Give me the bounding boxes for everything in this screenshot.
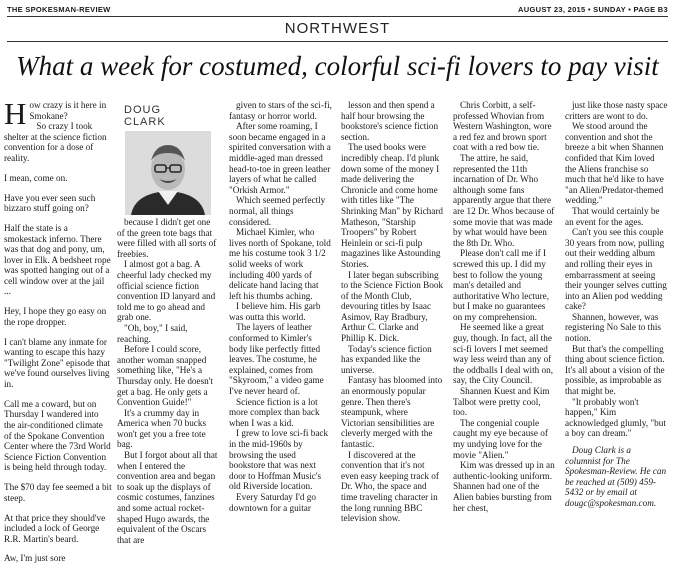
columnist-photo (125, 131, 211, 215)
column-4 (341, 100, 444, 524)
paragraph: Please don't call me if I screwed this up. I did my best to follow the young man's detailed and authoritative Who lecture, but I make no guarantees on my comprehension. (453, 248, 550, 322)
paragraph: I believe him. His garb was outta this world. (229, 301, 321, 322)
column-6-body (565, 100, 668, 439)
headline: What a week for costumed, colorful sci-fi lovers to pay visit (16, 51, 659, 81)
paragraph: Science fiction is a lot more complex than back when I was a kid. (229, 396, 320, 428)
paragraph: At that price they should've included a lock of George R.R. Martin's beard. (4, 512, 106, 544)
column-6 (565, 100, 668, 518)
column-5 (453, 100, 556, 518)
page-header (7, 2, 668, 16)
paragraph: But I forgot about all that when I entered the convention area and began to soak up the displays of cosmic costumes, fanzines and some actual rocket-shaped Hugo awards, the equivalent of the Oscars that are (117, 450, 218, 545)
drop-cap: H (4, 96, 27, 131)
paragraph: "It probably won't happen," Kim acknowledged glumly, "but a boy can dream." (565, 396, 666, 439)
paragraph: The congenial couple caught my eye because of my undying love for the movie "Alien." (453, 417, 548, 460)
paragraph: But that's the compelling thing about science fiction. It's all about a vision of the possible, as improbable as that might be. (565, 343, 665, 397)
lead-paragraph (4, 96, 112, 164)
newspaper-name: THE SPOKESMAN-REVIEW (7, 5, 111, 14)
paragraph: The used books were incredibly cheap. I'd plunk down some of the money I made delivering the Chronicle and come home with titles like "The Shrinking Man" by Richard Matheson, "Starship Troopers" by Robert Heinlein or sci-fi pulp magazines like Astounding Stories. (341, 142, 443, 269)
column-3 (229, 100, 332, 518)
paragraph: Can't you see this couple 30 years from now, pulling out their wedding album and rolling their eyes in embarrassment at seeing their younger selves cutting into an Alien pod wedding cake? (565, 227, 667, 312)
paragraph: Hey, I hope they go easy on the rope dropper. (4, 306, 107, 327)
paragraph: That would certainly be an event for the ages. (565, 205, 660, 227)
paragraph: I can't blame any inmate for wanting to escape this hazy "Twilight Zone" episode that we've found ourselves living in. (4, 336, 111, 389)
paragraph: We stood around the convention and shot the breeze a bit when Shannen confided that Kim loved the Aliens franchise so much that he'd like to have "an Alien/Predator-themed wedding." (565, 121, 664, 206)
paragraph: The layers of leather conformed to Kimler's body like perfectly fitted leaves. The costume, he explained, comes from "Skyroom," a video game I've never heard of. (229, 322, 324, 397)
paragraph: Call me a coward, but on Thursday I wandered into the air-conditioned climate of the Spokane Convention Center where the 73rd World Science Fiction Convention is being held through today. (4, 398, 111, 473)
date-page-label: AUGUST 23, 2015 • SUNDAY • PAGE B3 (518, 5, 668, 14)
paragraph: I discovered at the convention that it's not even easy keeping track of Dr. Who, the space and time traveling character in the long running BBC television show. (341, 449, 439, 524)
paragraph: I later began subscribing to the Science Fiction Book of the Month Club, devouring titles by Isaac Asimov, Ray Bradbury, Arthur C. Clarke and Phillip K. Dick. (341, 269, 444, 344)
author-tagline: Doug Clark is a columnist for The Spokesman-Review. He can be reached at (509) 459-5432 or by email at dougc@spokesman.com. (565, 445, 667, 508)
paragraph: Michael Kimler, who lives north of Spokane, told me his costume took 3 1/2 solid weeks of work including 400 yards of delicate hand lacing that left his thumbs aching. (229, 227, 331, 301)
paragraph: He seemed like a great guy, though. In fact, all the sci-fi lovers I met seemed way less weird than any of the oddballs I deal with on, say, the City Council. (453, 322, 554, 386)
paragraph: Today's science fiction has expanded like the universe. (341, 343, 432, 375)
paragraph: I mean, come on. (4, 172, 68, 183)
column-1-body (4, 173, 112, 564)
paragraph: Have you ever seen such bizzaro stuff going on? (4, 192, 96, 214)
paragraph: The $70 day fee seemed a bit steep. (4, 482, 112, 503)
lead-text: ow crazy is it here in Smokane? (29, 100, 107, 121)
byline-first: DOUG (124, 104, 161, 116)
column-2 (117, 217, 220, 545)
paragraph: Aw, I'm just sore (4, 553, 66, 564)
byline (124, 104, 166, 128)
paragraph: Every Saturday I'd go downtown for a guitar (229, 491, 316, 513)
paragraph: just like those nasty space critters are wont to do. (565, 100, 668, 121)
paragraph: Shannen, however, was registering No Sale to this notion. (565, 311, 661, 344)
paragraph: Half the state is a smokestack inferno. There was that dog and pony, um, lover in Elk. A bedsheet rope was spotted hanging out of a cell window over at the jail ... (4, 222, 111, 297)
paragraph: "Oh, boy," I said, reaching. (117, 322, 188, 344)
paragraph: After some roaming, I soon became engaged in a spirited conversation with a middle-aged man dressed head-to-toe in green leather layers of what he called "Orkish Armor." (229, 121, 331, 195)
lead-text-2: So crazy I took shelter at the science fiction convention for a dose of reality. (4, 121, 107, 163)
paragraph: Shannen Kuest and Kim Talbot were pretty cool, too. (453, 386, 550, 418)
byline-last: CLARK (124, 116, 166, 128)
paragraph: I grew to love sci-fi back in the mid-1960s by browsing the used bookstore that was next door to Hoffman Music's old Riverside location. (229, 428, 329, 492)
columnist-portrait-icon (125, 131, 211, 215)
paragraph: Fantasy has bloomed into an enormously popular genre. Then there's steampunk, where Victorian sensibilities are cleverly merged with the fantastic. (341, 375, 443, 449)
section-title: NORTHWEST (284, 20, 391, 37)
paragraph: Chris Corbitt, a self-professed Whovian from Western Washington, wore a red fez and brown sport coat with a red bow tie. (453, 100, 552, 153)
paragraph: It's a crummy day in America when 70 bucks won't get you a free tote bag. (117, 407, 207, 450)
paragraph: The attire, he said, represented the 11th incarnation of Dr. Who although some fans apparently argue that there are 12 Dr. Whos because of some movie that was made by what would have been the 8th Dr. Who. (453, 152, 555, 248)
header-rule (7, 16, 668, 17)
paragraph: Before I could score, another woman snapped something like, "He's a Thursday only. He doesn't get a bag. He only gets a Convention Guide!" (117, 344, 213, 408)
paragraph: given to stars of the sci-fi, fantasy or horror world. (229, 100, 332, 121)
paragraph: Kim was dressed up in an authentic-looking uniform. Shannen had one of the Alien babies bursting from her chest, (453, 460, 555, 513)
paragraph: because I didn't get one of the green tote bags that were filled with all sorts of freebies. (117, 217, 217, 259)
paragraph: lesson and then spend a half hour browsing the bookstore's science fiction section. (341, 100, 439, 142)
column-1 (4, 96, 112, 573)
paragraph: I almost got a bag. A cheerful lady checked my official science fiction convention ID lanyard and told me to go ahead and grab one. (117, 259, 216, 323)
paragraph: Which seemed perfectly normal, all things considered. (229, 195, 326, 227)
section-rule (7, 41, 668, 42)
